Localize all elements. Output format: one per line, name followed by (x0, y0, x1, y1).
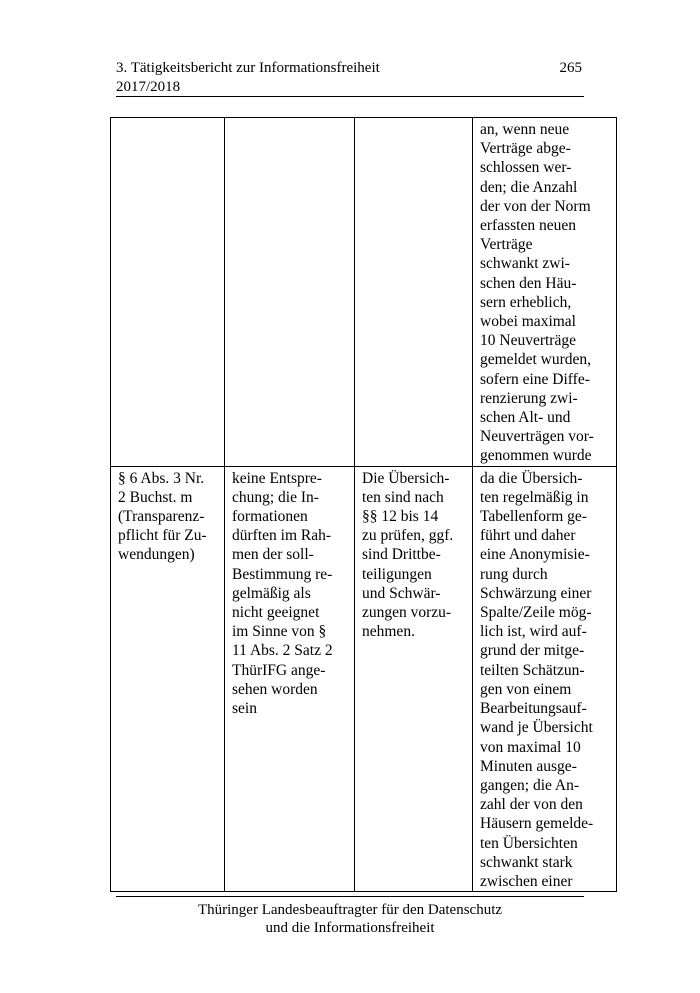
table-cell: § 6 Abs. 3 Nr. 2 Buchst. m (Transparenz- pflicht für Zu- wendungen) (111, 466, 225, 891)
header-title: 3. Tätigkeitsbericht zur Informationsfreiheit 2017/2018 (116, 60, 380, 95)
table-row (111, 466, 617, 891)
page-number: 265 (559, 60, 582, 76)
footer-divider (116, 896, 584, 897)
table-cell: Die Übersich- ten sind nach §§ 12 bis 14 zu prüfen, ggf. sind Drittbe- teiligungen und Schwär- zungen vorzu- nehmen. (355, 466, 473, 891)
table-cell (355, 118, 473, 467)
table-cell: an, wenn neue Verträge abge- schlossen wer- den; die Anzahl der von der Norm erfassten neuen Verträge schwankt zwi- schen den Häu- sern erheblich, wobei maximal 10 Neuverträge gemeldet wurden, sofern eine Diffe- renzierung zwi- schen Alt- und Neuverträgen vor- genommen wurde (473, 118, 617, 467)
page-header (116, 59, 584, 97)
table-cell (225, 118, 355, 467)
table-cell (111, 118, 225, 467)
header-divider (116, 96, 584, 97)
table-row (111, 118, 617, 467)
page-footer: Thüringer Landesbeauftragter für den Datenschutz und die Informationsfreiheit (197, 902, 503, 936)
table-cell: keine Entspre- chung; die In- formationen dürften im Rah- men der soll- Bestimmung re- gelmäßig als nicht geeignet im Sinne von § 11 Abs. 2 Satz 2 ThürIFG ange- sehen worden sein (225, 466, 355, 891)
document-table (110, 117, 617, 892)
table-cell: da die Übersich- ten regelmäßig in Tabellenform ge- führt und daher eine Anonymisie- rung durch Schwärzung einer Spalte/Zeile mög- lich ist, wird auf- grund der mitge- teilten Schätzun- gen von einem Bearbeitungsauf- wand je Übersicht von maximal 10 Minuten ausge- gangen; die An- zahl der von den Häusern gemelde- ten Übersichten schwankt stark zwischen einer (473, 466, 617, 891)
